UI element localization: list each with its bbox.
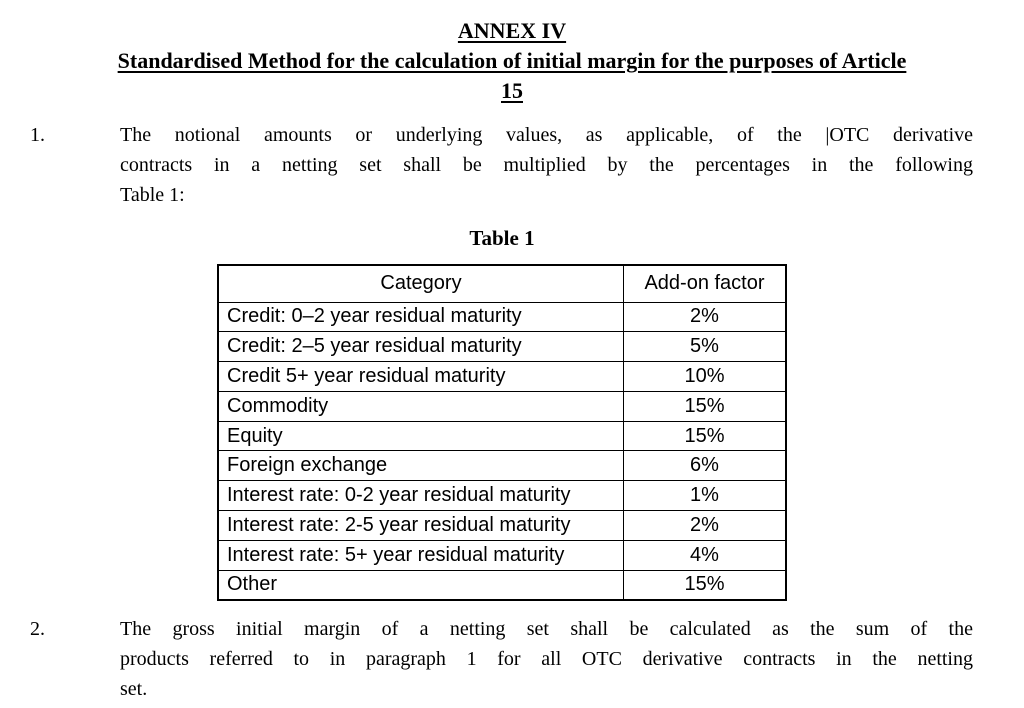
factor-cell: 4%: [624, 540, 787, 570]
table-row: [218, 451, 786, 481]
paragraph-1-text: [120, 120, 973, 210]
factor-cell: 5%: [624, 332, 787, 362]
category-cell: Credit 5+ year residual maturity: [218, 362, 624, 392]
category-cell: Credit: 0–2 year residual maturity: [218, 302, 624, 332]
paragraph-2-line-2: products referred to in paragraph 1 for all OTC derivative contracts in the netting: [120, 648, 973, 670]
table-row: [218, 332, 786, 362]
category-cell: Commodity: [218, 391, 624, 421]
table-row: [218, 481, 786, 511]
paragraph-1-number: 1.: [30, 124, 45, 146]
factor-cell: 1%: [624, 481, 787, 511]
column-header-addon-factor: Add-on factor: [624, 265, 787, 302]
document-subtitle-line2: 15: [501, 78, 523, 103]
paragraph-1: [0, 120, 1024, 210]
table-row: [218, 511, 786, 541]
table-row: [218, 570, 786, 600]
factor-cell: 6%: [624, 451, 787, 481]
paragraph-2-line-3: set.: [120, 678, 148, 700]
table-header-row: [218, 265, 786, 302]
paragraph-1-line-3: Table 1:: [120, 184, 185, 206]
factor-cell: 2%: [624, 511, 787, 541]
factor-cell: 10%: [624, 362, 787, 392]
category-cell: Interest rate: 2-5 year residual maturity: [218, 511, 624, 541]
table-row: [218, 362, 786, 392]
category-cell: Interest rate: 0-2 year residual maturity: [218, 481, 624, 511]
table-row: [218, 391, 786, 421]
table-row: [218, 302, 786, 332]
document-subtitle-line1: Standardised Method for the calculation of initial margin for the purposes of Article: [117, 48, 907, 73]
table-caption: Table 1: [469, 226, 535, 250]
category-cell: Credit: 2–5 year residual maturity: [218, 332, 624, 362]
table-row: [218, 421, 786, 451]
addon-factor-table: [217, 264, 787, 601]
factor-cell: 2%: [624, 302, 787, 332]
paragraph-2-number: 2.: [30, 618, 45, 640]
paragraph-2: [0, 614, 1024, 704]
factor-cell: 15%: [624, 570, 787, 600]
table-row: [218, 540, 786, 570]
category-cell: Other: [218, 570, 624, 600]
category-cell: Interest rate: 5+ year residual maturity: [218, 540, 624, 570]
category-cell: Equity: [218, 421, 624, 451]
paragraph-2-line-1: The gross initial margin of a netting set shall be calculated as the sum of the: [120, 618, 973, 640]
paragraph-2-text: [120, 614, 973, 704]
factor-cell: 15%: [624, 421, 787, 451]
document-title-block: [24, 16, 1000, 106]
paragraph-1-line-1: The notional amounts or underlying values, as applicable, of the |OTC derivative: [120, 124, 973, 146]
annex-title: ANNEX IV: [457, 18, 567, 43]
column-header-category: Category: [218, 265, 624, 302]
factor-cell: 15%: [624, 391, 787, 421]
paragraph-1-line-2: contracts in a netting set shall be multiplied by the percentages in the following: [120, 154, 973, 176]
category-cell: Foreign exchange: [218, 451, 624, 481]
